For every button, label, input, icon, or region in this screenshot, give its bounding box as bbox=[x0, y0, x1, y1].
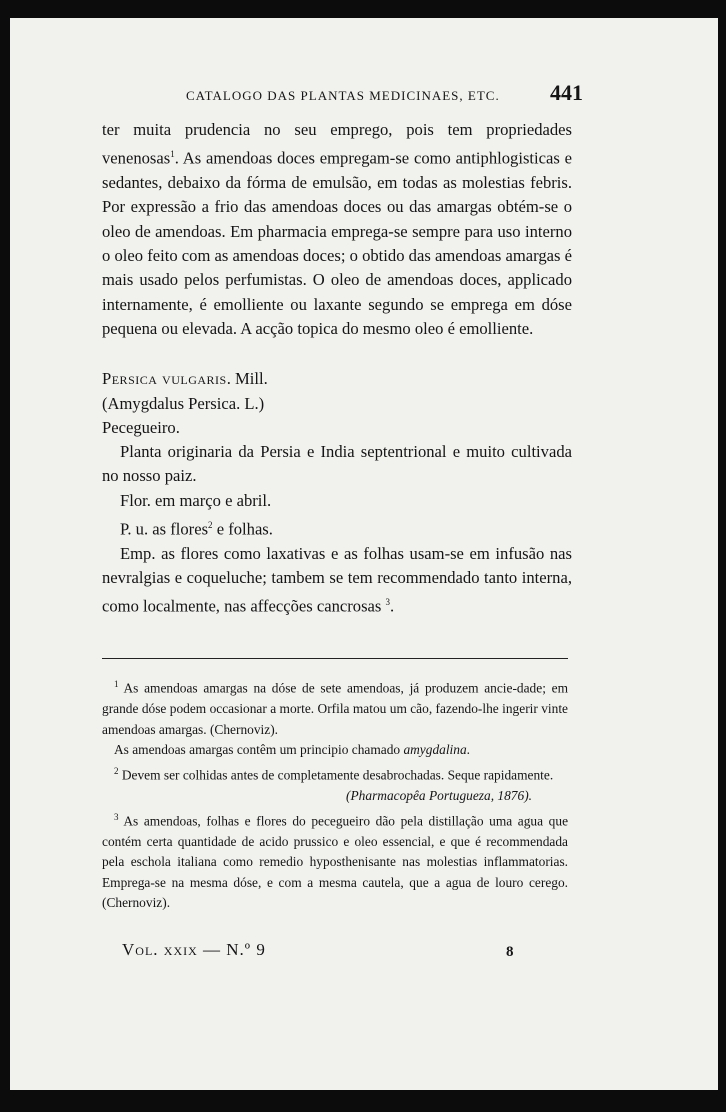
footnote-1-continuation bbox=[102, 740, 568, 761]
parts-used-part2: e folhas. bbox=[212, 519, 273, 539]
use-part2: . bbox=[390, 596, 395, 616]
document-page bbox=[10, 18, 718, 1090]
footnote-1-term: amygdalina bbox=[403, 742, 467, 758]
footnote-1-text2a: As amendoas amargas contêm um principio chamado bbox=[114, 742, 404, 758]
citation-text: (Pharmacopêa Portugueza, 1876). bbox=[346, 787, 532, 803]
use-part1: Emp. as flores como laxativas e as folhas usam-se em infusão nas nevralgias e coqueluche; tambem se tem recommendado tanto interna, como localmente, nas affecções cancrosas bbox=[102, 543, 572, 616]
footnote-2-marker: 2 bbox=[114, 765, 119, 776]
footnote-ref-2: 2 bbox=[208, 519, 213, 530]
entry-synonym: (Amygdalus Persica. L.) bbox=[102, 393, 265, 413]
footnote-ref-3: 3 bbox=[385, 597, 391, 608]
footnote-3-text: As amendoas, folhas e flores do pecegueiro dão pela distillação uma agua que contém certa quantidade de acido prussico e oleo essencial, e que é recommendada pela eschola italiana como remedio hyposthenisante nas molestias inflammatorias. Emprega-se na mesma dóse, e com a mesma cautela, que a agua de louro cerego. (Chernoviz). bbox=[102, 812, 569, 911]
main-text bbox=[102, 118, 572, 619]
footnote-divider bbox=[102, 658, 568, 659]
footnotes bbox=[102, 674, 568, 914]
parts-used-part1: P. u. as flores bbox=[120, 519, 209, 539]
footnote-3-marker: 3 bbox=[114, 811, 119, 822]
footnote-ref-1: 1 bbox=[170, 149, 175, 160]
entry-common-name: Pecegueiro. bbox=[102, 417, 180, 437]
entry-parts-used bbox=[102, 513, 572, 542]
entry-heading bbox=[102, 367, 572, 391]
page-number: 441 bbox=[550, 80, 583, 105]
entry-flowering: Flor. em março e abril. bbox=[120, 490, 272, 510]
intro-paragraph bbox=[102, 118, 572, 341]
page-header bbox=[10, 80, 718, 114]
footnote-2 bbox=[102, 761, 568, 786]
running-title: CATALOGO DAS PLANTAS MEDICINAES, ETC. bbox=[186, 88, 500, 103]
species-authority: . Mill. bbox=[226, 369, 268, 389]
footnote-1-marker: 1 bbox=[114, 679, 119, 689]
footnote-1-text2b: . bbox=[466, 742, 471, 758]
footnote-3 bbox=[102, 807, 568, 914]
intro-text-part1: ter muita prudencia no seu emprego, pois tem propriedades venenosas bbox=[102, 120, 572, 168]
signature-line bbox=[10, 940, 718, 970]
entry-description: Planta originaria da Persia e India septentrional e muito cultivada no nosso paiz. bbox=[102, 442, 572, 486]
intro-text-part2: . As amendoas doces empregam-se como antiphlogisticas e sedantes, debaixo da fórma de emulsão, em todas as molestias febris. Por expressão a frio das amendoas doces ou das amargas obtém-se o oleo de amendoas. Em pharmacia emprega-se sempre para uso interno o oleo feito com as amendoas doces; o obtido das amendoas amargas é mais usado pelos perfumistas. O oleo de amendoas doces, applicado internamente, é emolliente ou laxante segundo se emprega em dóse pequena ou elevada. A acção topica do mesmo oleo é emolliente. bbox=[102, 148, 572, 338]
footnote-1-text: As amendoas amargas na dóse de sete amendoas, já produzem ancie-dade; em grande dóse podem occasionar a morte. Orfila matou um cão, fazendo-lhe ingerir vinte amendoas amargas. (Chernoviz). bbox=[102, 680, 568, 737]
footnote-2-citation bbox=[102, 786, 568, 807]
entry-use bbox=[102, 542, 572, 619]
species-name: Persica vulgaris bbox=[102, 369, 227, 389]
sheet-signature: 8 bbox=[506, 944, 514, 960]
volume-number: Vol. xxix — N.º 9 bbox=[122, 940, 266, 959]
footnote-2-text: Devem ser colhidas antes de completamente desabrochadas. Seque rapidamente. bbox=[121, 767, 554, 783]
footnote-1 bbox=[102, 674, 568, 740]
